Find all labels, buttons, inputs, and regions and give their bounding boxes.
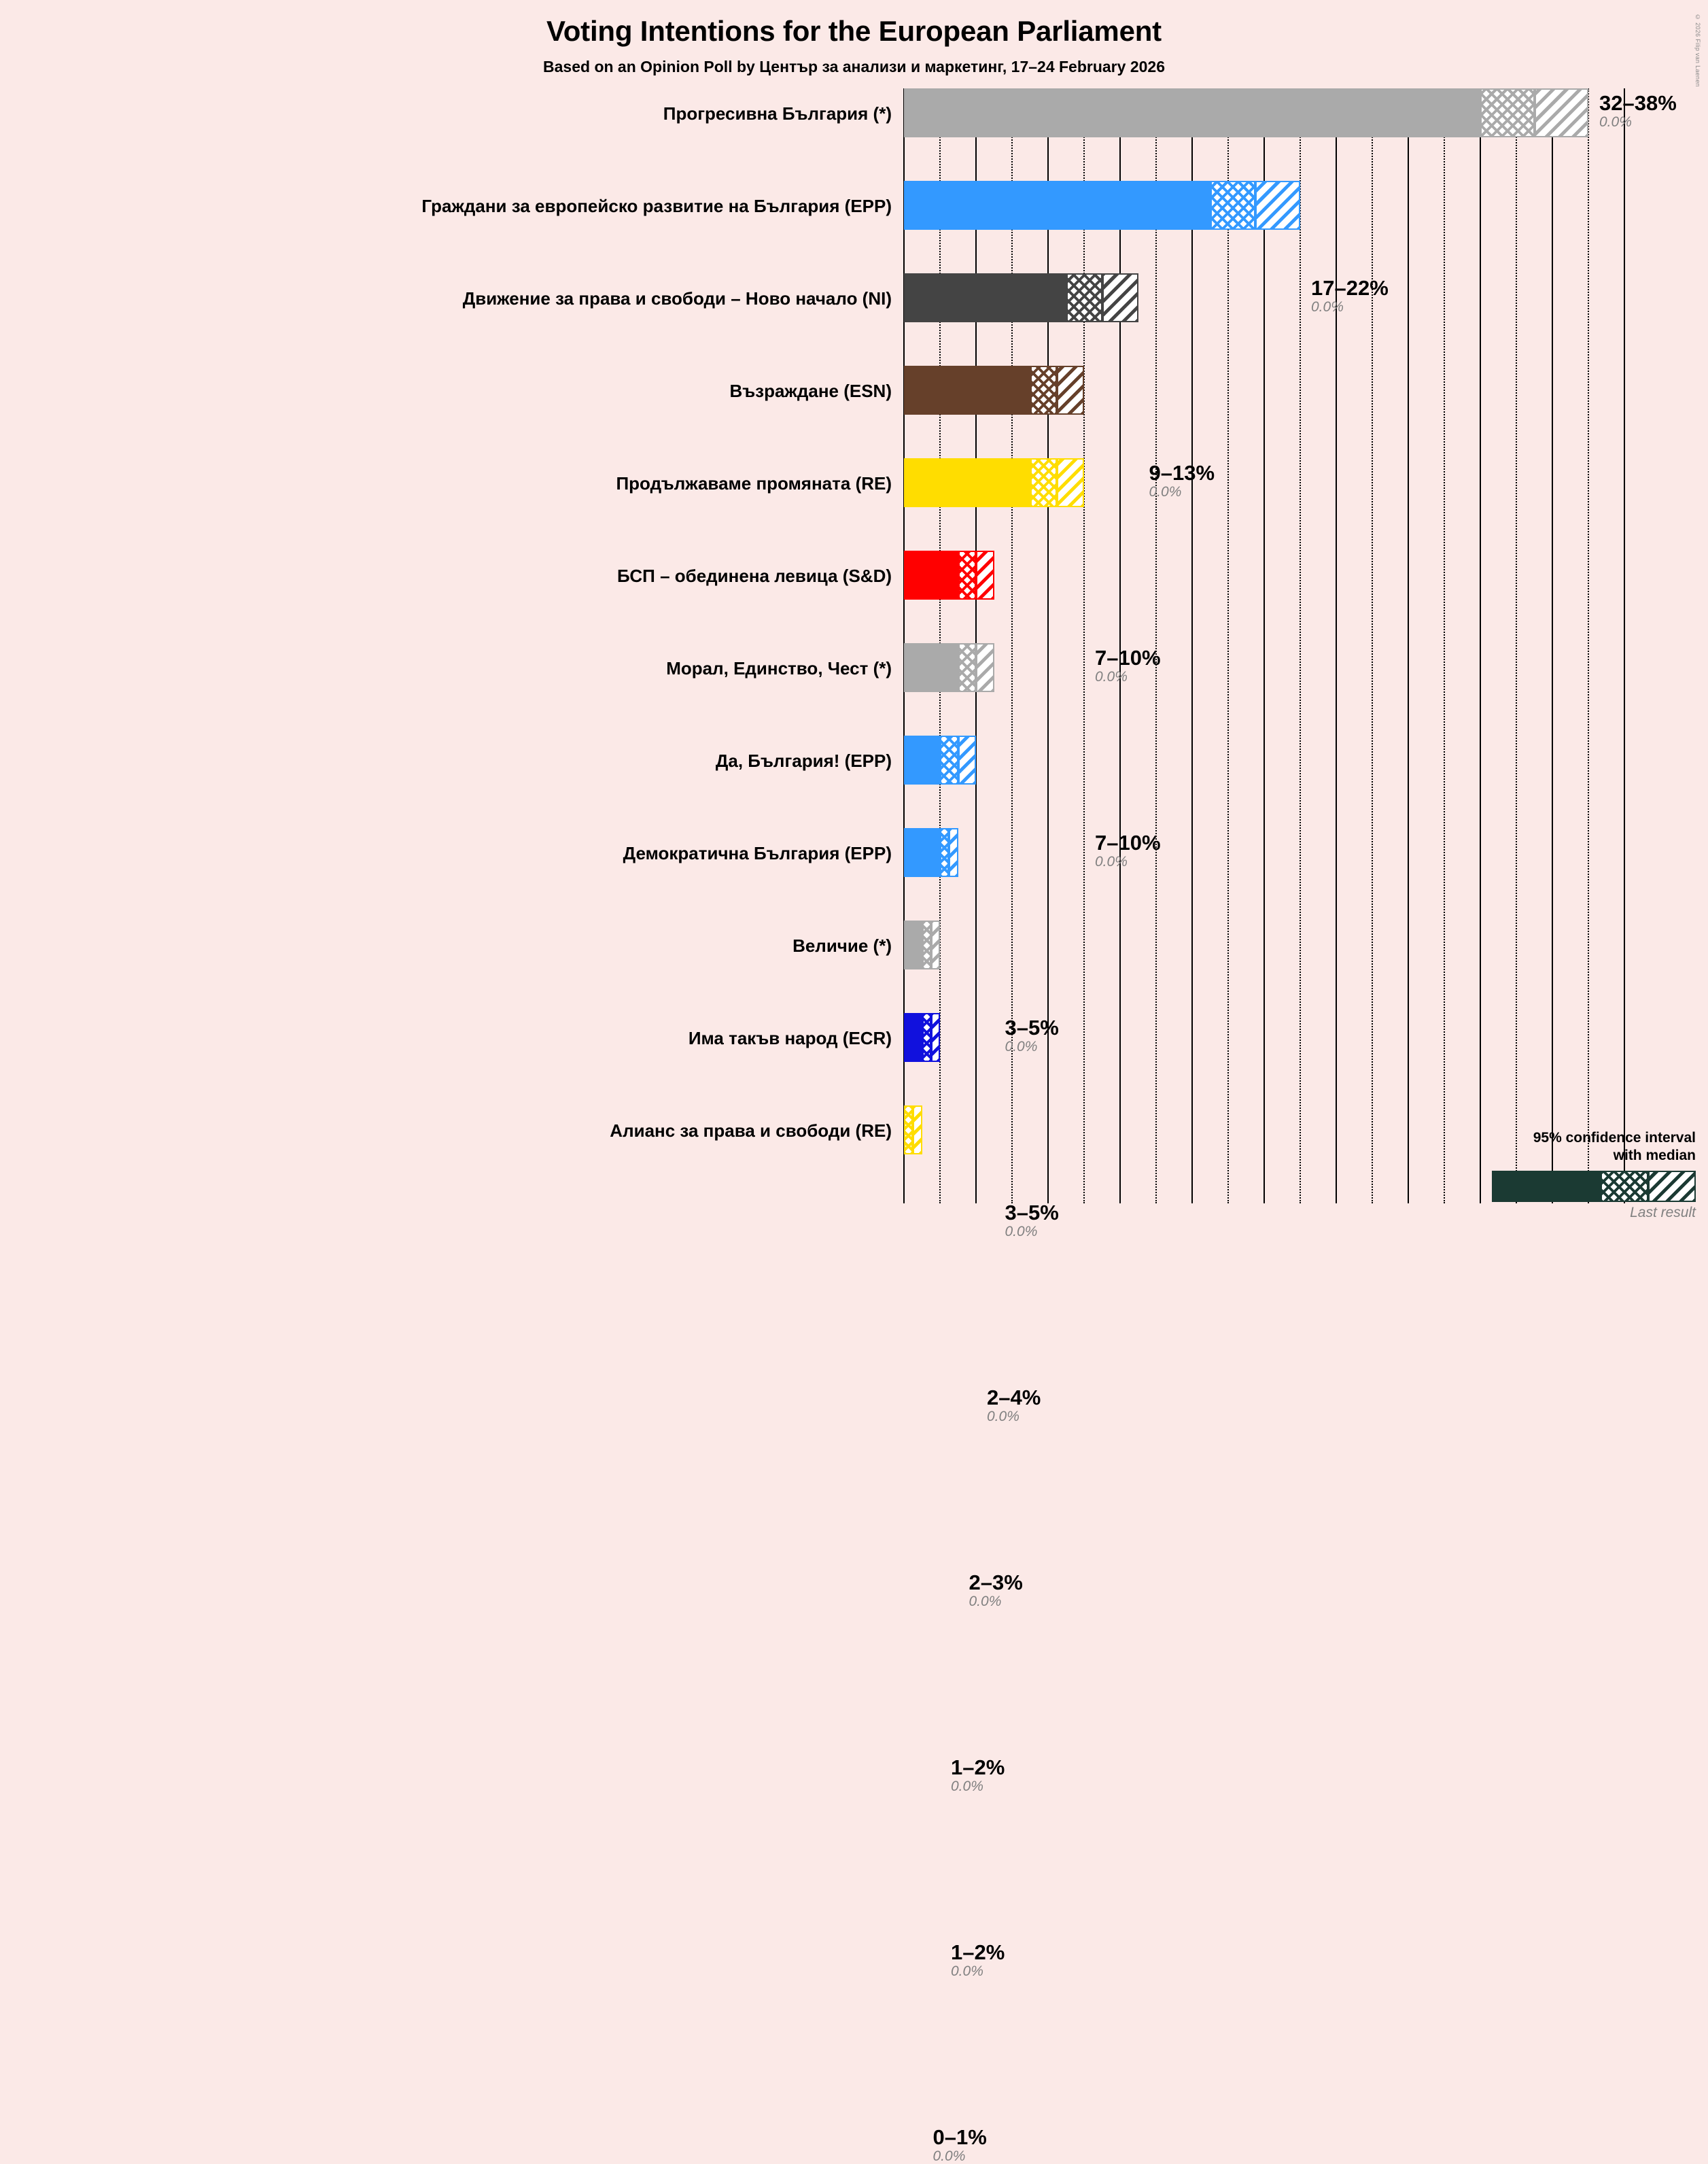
party-label: Има такъв народ (ECR): [688, 1028, 892, 1048]
legend-crosshatch-segment: [1601, 1171, 1648, 1202]
party-label: Морал, Единство, Чест (*): [666, 658, 892, 679]
chart-row: [904, 88, 1677, 137]
bar-solid-segment: [904, 643, 958, 692]
bar-lower-interval-segment: [1480, 88, 1535, 137]
bar-lower-interval-segment: [922, 921, 931, 969]
last-result-value: 0.0%: [1095, 668, 1128, 685]
bar-upper-interval-segment: [976, 643, 994, 692]
party-label: БСП – обединена левица (S&D): [617, 566, 892, 586]
bar-lower-interval-segment: [1030, 366, 1058, 415]
confidence-interval-bar: [904, 273, 1138, 322]
interval-value: 2–4%: [987, 1386, 1041, 1409]
legend-line-1: 95% confidence interval: [1533, 1129, 1696, 1146]
value-annotation: [933, 2127, 987, 2164]
last-result-value: 0.0%: [969, 1593, 1002, 1609]
value-annotation: [951, 1757, 1005, 1794]
confidence-interval-bar: [904, 88, 1588, 137]
value-annotation: [969, 1572, 1023, 1609]
confidence-interval-bar: [904, 181, 1300, 230]
party-label: Движение за права и свободи – Ново начало (NI): [462, 288, 892, 309]
interval-value: 3–5%: [1005, 1201, 1059, 1224]
confidence-interval-bar: [904, 551, 994, 600]
interval-value: 0–1%: [933, 2125, 987, 2149]
confidence-interval-bar: [904, 736, 976, 785]
copyright-notice: © 2026 Filip van Laenen: [1694, 14, 1701, 87]
last-result-value: 0.0%: [1311, 298, 1344, 315]
party-label: Величие (*): [792, 935, 892, 956]
bar-solid-segment: [904, 88, 1480, 137]
bar-upper-interval-segment: [1057, 366, 1084, 415]
bar-upper-interval-segment: [1102, 273, 1138, 322]
bar-lower-interval-segment: [958, 643, 977, 692]
party-label: Прогресивна България (*): [663, 103, 892, 124]
bar-upper-interval-segment: [931, 921, 940, 969]
bar-upper-interval-segment: [1255, 181, 1300, 230]
bar-solid-segment: [904, 551, 958, 600]
value-annotation: [1599, 92, 1677, 130]
confidence-interval-bar: [904, 643, 994, 692]
last-result-value: 0.0%: [1599, 114, 1632, 130]
bar-solid-segment: [904, 828, 940, 877]
legend-diagonal-segment: [1648, 1171, 1696, 1202]
interval-value: 7–10%: [1095, 831, 1161, 855]
chart-row: [904, 458, 1624, 870]
confidence-interval-bar: [904, 828, 958, 877]
chart-row: [904, 181, 1624, 315]
bar-solid-segment: [904, 1013, 922, 1062]
value-annotation: [951, 1942, 1005, 1979]
bar-lower-interval-segment: [958, 551, 977, 600]
bar-solid-segment: [904, 366, 1030, 415]
bar-upper-interval-segment: [913, 1105, 922, 1154]
bar-upper-interval-segment: [1535, 88, 1589, 137]
bar-solid-segment: [904, 736, 940, 785]
bar-lower-interval-segment: [1030, 458, 1058, 507]
interval-value: 1–2%: [951, 1940, 1005, 1964]
bar-lower-interval-segment: [940, 828, 949, 877]
interval-value: 2–3%: [969, 1570, 1023, 1594]
chart-legend: [1404, 1129, 1696, 1222]
interval-value: 9–13%: [1149, 461, 1215, 485]
bar-lower-interval-segment: [922, 1013, 931, 1062]
interval-value: 32–38%: [1599, 91, 1677, 115]
bar-upper-interval-segment: [976, 551, 994, 600]
last-result-value: 0.0%: [1005, 1223, 1038, 1239]
interval-value: 17–22%: [1311, 276, 1389, 300]
bar-upper-interval-segment: [949, 828, 958, 877]
interval-value: 1–2%: [951, 1755, 1005, 1779]
confidence-interval-bar: [904, 458, 1084, 507]
legend-sample-bar: [1404, 1171, 1696, 1202]
bar-solid-segment: [904, 181, 1210, 230]
party-label: Да, България! (EPP): [715, 751, 892, 771]
party-label: Граждани за европейско развитие на България (EPP): [421, 196, 892, 216]
confidence-interval-bar: [904, 1013, 940, 1062]
last-result-value: 0.0%: [987, 1408, 1019, 1424]
value-annotation: [1005, 1202, 1059, 1239]
confidence-interval-bar: [904, 366, 1084, 415]
confidence-interval-bar: [904, 921, 940, 969]
legend-line-2: with median: [1613, 1147, 1696, 1163]
last-result-value: 0.0%: [1095, 853, 1128, 870]
bar-upper-interval-segment: [1057, 458, 1084, 507]
party-label: Възраждане (ESN): [729, 381, 892, 401]
last-result-value: 0.0%: [1005, 1038, 1038, 1054]
bar-solid-segment: [904, 921, 922, 969]
legend-solid-segment: [1492, 1171, 1601, 1202]
bar-lower-interval-segment: [940, 736, 958, 785]
bar-lower-interval-segment: [904, 1105, 913, 1154]
last-result-value: 0.0%: [951, 1963, 983, 1979]
bar-upper-interval-segment: [931, 1013, 940, 1062]
party-label: Демократична България (EPP): [623, 843, 892, 863]
interval-value: 7–10%: [1095, 646, 1161, 670]
chart-subtitle: Based on an Opinion Poll by Център за анализи и маркетинг, 17–24 February 2026: [543, 58, 1165, 75]
legend-last-result-label: Last result: [1630, 1205, 1696, 1220]
confidence-interval-bar: [904, 1105, 922, 1154]
chart-row: [904, 273, 1624, 500]
bar-solid-segment: [904, 273, 1066, 322]
bar-lower-interval-segment: [1066, 273, 1102, 322]
value-annotation: [987, 1387, 1041, 1424]
party-label: Продължаваме промяната (RE): [616, 473, 892, 494]
last-result-value: 0.0%: [933, 2148, 966, 2164]
chart-title: Voting Intentions for the European Parliament: [546, 15, 1162, 47]
interval-value: 3–5%: [1005, 1016, 1059, 1040]
party-label: Алианс за права и свободи (RE): [610, 1120, 892, 1141]
bar-upper-interval-segment: [958, 736, 977, 785]
bar-solid-segment: [904, 458, 1030, 507]
last-result-value: 0.0%: [951, 1778, 983, 1794]
bar-lower-interval-segment: [1210, 181, 1255, 230]
last-result-value: 0.0%: [1149, 483, 1182, 500]
